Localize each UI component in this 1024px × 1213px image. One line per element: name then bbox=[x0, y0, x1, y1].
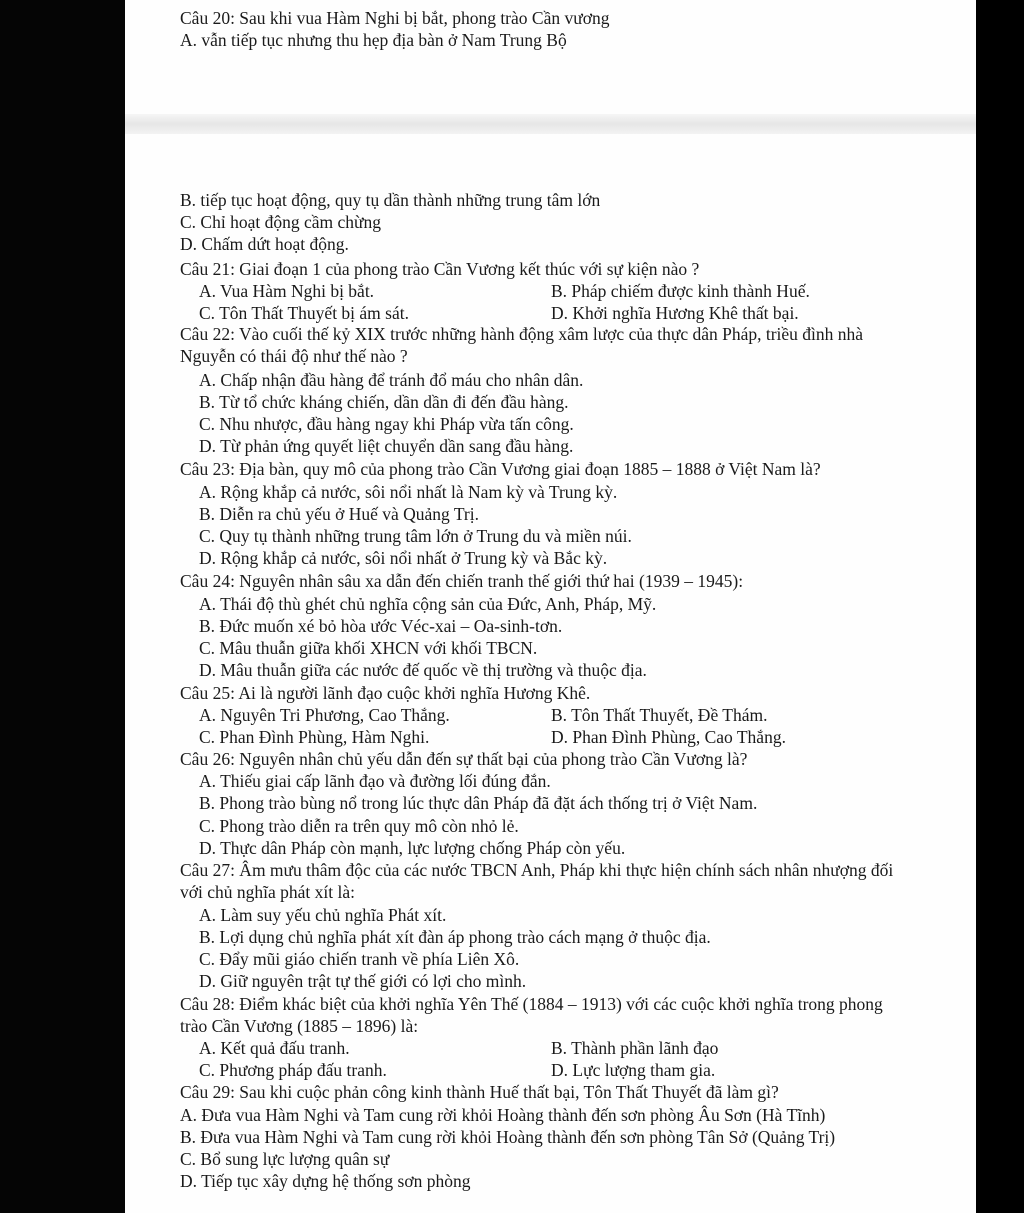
question-25-option-c: C. Phan Đình Phùng, Hàm Nghi. bbox=[199, 727, 430, 747]
question-21-option-d: D. Khởi nghĩa Hương Khê thất bại. bbox=[551, 303, 799, 323]
question-22-line-1: Câu 22: Vào cuối thế kỷ XIX trước những hành động xâm lược của thực dân Pháp, triều đình nhà bbox=[180, 324, 864, 344]
question-27-line-1: Câu 27: Âm mưu thâm độc của các nước TBCN Anh, Pháp khi thực hiện chính sách nhân nhượng đối bbox=[180, 860, 894, 880]
question-27-option-c: C. Đẩy mũi giáo chiến tranh về phía Liên Xô. bbox=[199, 949, 520, 969]
left-dark-margin bbox=[0, 0, 125, 1213]
page-break-divider bbox=[125, 114, 976, 134]
question-27-line-2: với chủ nghĩa phát xít là: bbox=[180, 882, 355, 902]
question-20: Câu 20: Sau khi vua Hàm Nghi bị bắt, phong trào Cần vương bbox=[180, 8, 610, 28]
question-22-line-2: Nguyễn có thái độ như thế nào ? bbox=[180, 346, 408, 366]
question-25: Câu 25: Ai là người lãnh đạo cuộc khởi nghĩa Hương Khê. bbox=[180, 683, 591, 703]
question-22-option-b: B. Từ tổ chức kháng chiến, dần dần đi đến đầu hàng. bbox=[199, 392, 569, 412]
question-26-option-a: A. Thiếu giai cấp lãnh đạo và đường lối đúng đắn. bbox=[199, 771, 551, 791]
right-dark-margin bbox=[976, 0, 1024, 1213]
question-25-option-b: B. Tôn Thất Thuyết, Đề Thám. bbox=[551, 705, 768, 725]
question-23-option-a: A. Rộng khắp cả nước, sôi nổi nhất là Nam kỳ và Trung kỳ. bbox=[199, 482, 618, 502]
question-29-option-b: B. Đưa vua Hàm Nghi và Tam cung rời khỏi Hoàng thành đến sơn phòng Tân Sở (Quảng Trị) bbox=[180, 1127, 836, 1147]
question-28-option-b: B. Thành phần lãnh đạo bbox=[551, 1038, 719, 1058]
question-27-option-b: B. Lợi dụng chủ nghĩa phát xít đàn áp phong trào cách mạng ở thuộc địa. bbox=[199, 927, 711, 947]
question-20-option-b: B. tiếp tục hoạt động, quy tụ dần thành những trung tâm lớn bbox=[180, 190, 601, 210]
question-22-option-c: C. Nhu nhược, đầu hàng ngay khi Pháp vừa tấn công. bbox=[199, 414, 574, 434]
question-28-line-1: Câu 28: Điểm khác biệt của khởi nghĩa Yên Thế (1884 – 1913) với các cuộc khởi nghĩa trong phong bbox=[180, 994, 883, 1014]
question-28-option-a: A. Kết quả đấu tranh. bbox=[199, 1038, 350, 1058]
question-20-option-a: A. vẫn tiếp tục nhưng thu hẹp địa bàn ở Nam Trung Bộ bbox=[180, 30, 567, 50]
question-23: Câu 23: Địa bàn, quy mô của phong trào Cần Vương giai đoạn 1885 – 1888 ở Việt Nam là? bbox=[180, 459, 821, 479]
question-26: Câu 26: Nguyên nhân chủ yếu dẫn đến sự thất bại của phong trào Cần Vương là? bbox=[180, 749, 748, 769]
question-26-option-d: D. Thực dân Pháp còn mạnh, lực lượng chống Pháp còn yếu. bbox=[199, 838, 626, 858]
question-29-option-c: C. Bổ sung lực lượng quân sự bbox=[180, 1149, 390, 1169]
question-24-option-b: B. Đức muốn xé bỏ hòa ước Véc-xai – Oa-sinh-tơn. bbox=[199, 616, 563, 636]
question-25-option-a: A. Nguyên Tri Phương, Cao Thắng. bbox=[199, 705, 450, 725]
question-29: Câu 29: Sau khi cuộc phản công kinh thành Huế thất bại, Tôn Thất Thuyết đã làm gì? bbox=[180, 1082, 779, 1102]
question-24-option-a: A. Thái độ thù ghét chủ nghĩa cộng sản của Đức, Anh, Pháp, Mỹ. bbox=[199, 594, 657, 614]
question-20-option-d: D. Chấm dứt hoạt động. bbox=[180, 234, 349, 254]
question-21-option-c: C. Tôn Thất Thuyết bị ám sát. bbox=[199, 303, 409, 323]
question-23-option-d: D. Rộng khắp cả nước, sôi nổi nhất ở Trung kỳ và Bắc kỳ. bbox=[199, 548, 608, 568]
question-27-option-a: A. Làm suy yếu chủ nghĩa Phát xít. bbox=[199, 905, 447, 925]
question-21-option-b: B. Pháp chiếm được kinh thành Huế. bbox=[551, 281, 810, 301]
question-26-option-b: B. Phong trào bùng nổ trong lúc thực dân Pháp đã đặt ách thống trị ở Việt Nam. bbox=[199, 793, 758, 813]
question-28-line-2: trào Cần Vương (1885 – 1896) là: bbox=[180, 1016, 419, 1036]
question-25-option-d: D. Phan Đình Phùng, Cao Thắng. bbox=[551, 727, 786, 747]
question-20-option-c: C. Chỉ hoạt động cầm chừng bbox=[180, 212, 381, 232]
question-22-option-d: D. Từ phản ứng quyết liệt chuyển dần sang đầu hàng. bbox=[199, 436, 574, 456]
question-29-option-d: D. Tiếp tục xây dựng hệ thống sơn phòng bbox=[180, 1171, 471, 1191]
question-24: Câu 24: Nguyên nhân sâu xa dẫn đến chiến tranh thế giới thứ hai (1939 – 1945): bbox=[180, 571, 744, 591]
question-24-option-d: D. Mâu thuẫn giữa các nước đế quốc về thị trường và thuộc địa. bbox=[199, 660, 647, 680]
question-26-option-c: C. Phong trào diễn ra trên quy mô còn nhỏ lẻ. bbox=[199, 816, 519, 836]
question-23-option-b: B. Diễn ra chủ yếu ở Huế và Quảng Trị. bbox=[199, 504, 479, 524]
question-21: Câu 21: Giai đoạn 1 của phong trào Cần Vương kết thúc với sự kiện nào ? bbox=[180, 259, 700, 279]
question-27-option-d: D. Giữ nguyên trật tự thế giới có lợi cho mình. bbox=[199, 971, 527, 991]
question-21-option-a: A. Vua Hàm Nghi bị bắt. bbox=[199, 281, 375, 301]
question-29-option-a: A. Đưa vua Hàm Nghi và Tam cung rời khỏi Hoàng thành đến sơn phòng Âu Sơn (Hà Tĩnh) bbox=[180, 1105, 826, 1125]
question-23-option-c: C. Quy tụ thành những trung tâm lớn ở Trung du và miền núi. bbox=[199, 526, 632, 546]
question-22-option-a: A. Chấp nhận đầu hàng để tránh đổ máu cho nhân dân. bbox=[199, 370, 584, 390]
question-28-option-d: D. Lực lượng tham gia. bbox=[551, 1060, 716, 1080]
question-28-option-c: C. Phương pháp đấu tranh. bbox=[199, 1060, 387, 1080]
question-24-option-c: C. Mâu thuẫn giữa khối XHCN với khối TBCN. bbox=[199, 638, 538, 658]
